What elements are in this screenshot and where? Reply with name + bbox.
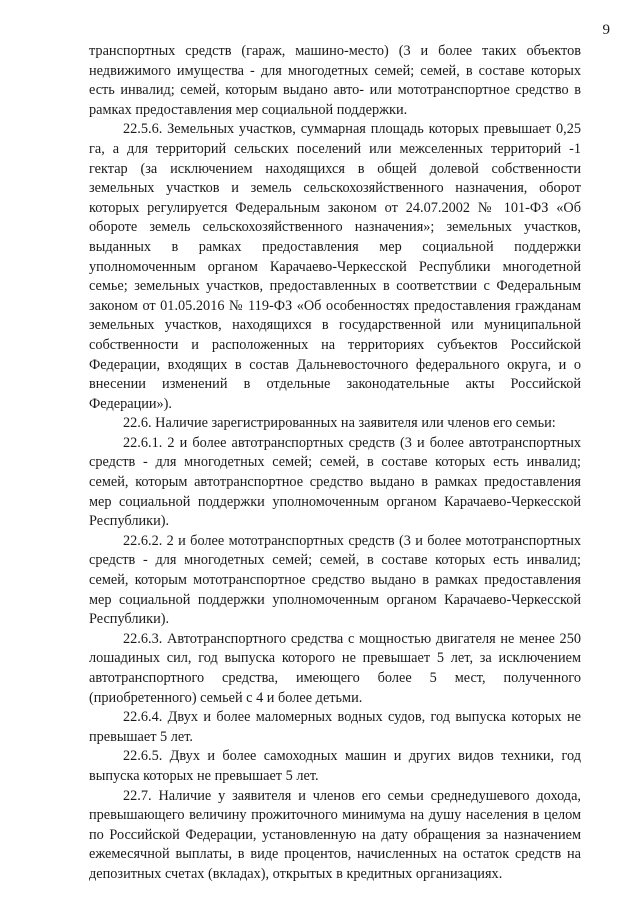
paragraph-22-6-3: 22.6.3. Автотранспортного средства с мощностью двигателя не менее 250 лошадиных сил, год выпуска которого не превышает 5 лет, за исключением автотранспортного средства, имеющего более 5 мест, полученного (приобретенного) семьей с 4 и более детьми. (89, 630, 581, 706)
document-body (89, 42, 581, 885)
paragraph-continuation: транспортных средств (гараж, машино-место) (3 и более таких объектов недвижимого имущества - для многодетных семей; семей, в составе которых есть инвалид; семей, которым выдано авто- или мототранспортное средство в рамках предоставления мер социальной поддержки. (89, 43, 581, 118)
paragraph-22-6: 22.6. Наличие зарегистрированных на заявителя или членов его семьи: (123, 415, 556, 432)
paragraph-22-5-6: 22.5.6. Земельных участков, суммарная площадь которых превышает 0,25 га, а для территорий сельских поселений или межселенных территорий -1 гектар (за исключением находящихся в общей долевой собственности земельных участков и земель сельскохозяйственного назначения, оборот которых регулируется Федеральным законом от 24.07.2002 № 101-ФЗ «Об обороте земель сельскохозяйственного назначения»; земельных участков, выданных в рамках предоставления мер социальной поддержки уполномоченным органом Карачаево-Черкесской Республики многодетной семье; земельных участков, предоставленных в соответствии с Федеральным законом от 01.05.2016 № 119-ФЗ «Об особенностях предоставления гражданам земельных участков, находящихся в государственной или муниципальной собственности и расположенных на территориях субъектов Российской Федерации, входящих в состав Дальневосточного федерального округа, и о внесении изменений в отдельные законодательные акты Российской Федерации»). (89, 121, 581, 412)
page-number: 9 (602, 22, 610, 38)
paragraph-22-6-2: 22.6.2. 2 и более мототранспортных средств (3 и более мототранспортных средств - для многодетных семей; семей, в составе которых есть инвалид; семей, которым мототранспортное средство выдано в рамках предоставления мер социальной поддержки уполномоченным органом Карачаево-Черкесской Республики). (89, 532, 581, 628)
paragraph-22-6-5: 22.6.5. Двух и более самоходных машин и других видов техники, год выпуска которых не превышает 5 лет. (89, 748, 581, 784)
paragraph-22-6-1: 22.6.1. 2 и более автотранспортных средств (3 и более автотранспортных средств - для многодетных семей; семей, в составе которых есть инвалид; семей, которым автотранспортное средство выдано в рамках предоставления мер социальной поддержки уполномоченным органом Карачаево-Черкесской Республики). (89, 434, 581, 530)
paragraph-22-6-4: 22.6.4. Двух и более маломерных водных судов, год выпуска которых не превышает 5 лет. (89, 709, 581, 745)
paragraph-22-7: 22.7. Наличие у заявителя и членов его семьи среднедушевого дохода, превышающего величину прожиточного минимума на душу населения в целом по Российской Федерации, установленную на дату обращения за назначением ежемесячной выплаты, в виде процентов, начисленных на остаток средств на депозитных счетах (вкладах), открытых в кредитных организациях. (89, 787, 581, 882)
